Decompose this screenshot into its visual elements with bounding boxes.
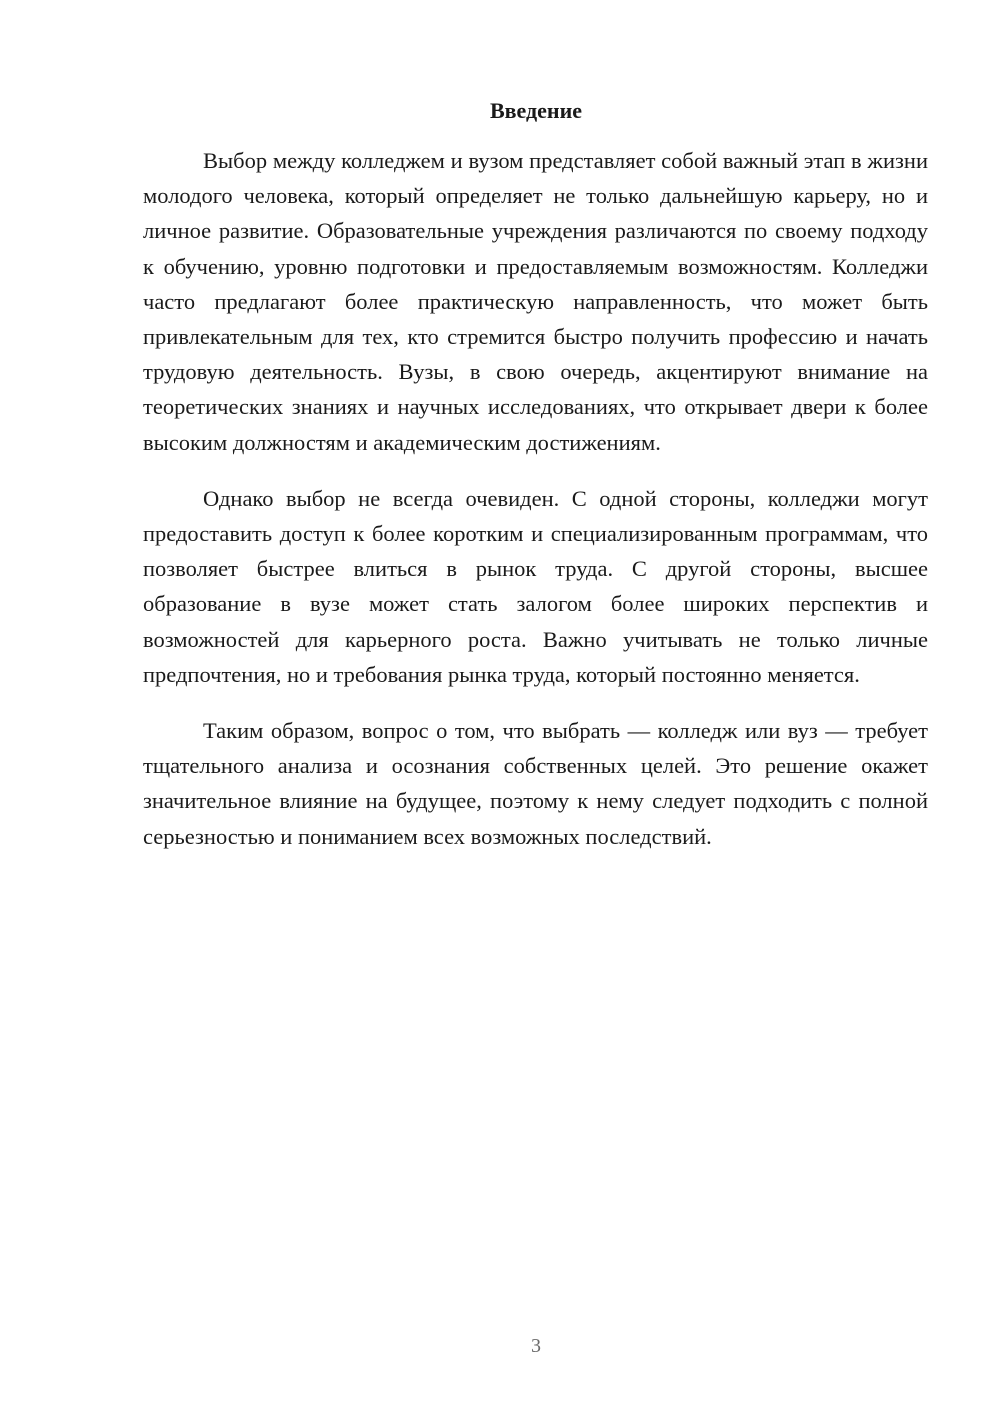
paragraph-1: Выбор между колледжем и вузом представляет собой важный этап в жизни молодого человека, который определяет не только дальнейшую карьеру, но и личное развитие. Образовательные учреждения различаются по своему подходу к обучению, уровню подготовки и предоставляемым возможностям. Колледжи часто предлагают более практическую направленность, что может быть привлекательным для тех, кто стремится быстро получить профессию и начать трудовую деятельность. Вузы, в свою очередь, акцентируют внимание на теоретических знаниях и научных исследованиях, что открывает двери к более высоким должностям и академическим достижениям. [143, 148, 928, 455]
body-text [143, 143, 928, 854]
page-number: 3 [531, 1335, 541, 1357]
paragraph-2: Однако выбор не всегда очевиден. С одной стороны, колледжи могут предоставить доступ к более коротким и специализированным программам, что позволяет быстрее влиться в рынок труда. С другой стороны, высшее образование в вузе может стать залогом более широких перспектив и возможностей для карьерного роста. Важно учитывать не только личные предпочтения, но и требования рынка труда, который постоянно меняется. [143, 485, 928, 687]
paragraph-3: Таким образом, вопрос о том, что выбрать — колледж или вуз — требует тщательного анализа и осознания собственных целей. Это решение окажет значительное влияние на будущее, поэтому к нему следует подходить с полной серьезностью и пониманием всех возможных последствий. [143, 718, 928, 849]
section-heading: Введение [489, 98, 583, 123]
